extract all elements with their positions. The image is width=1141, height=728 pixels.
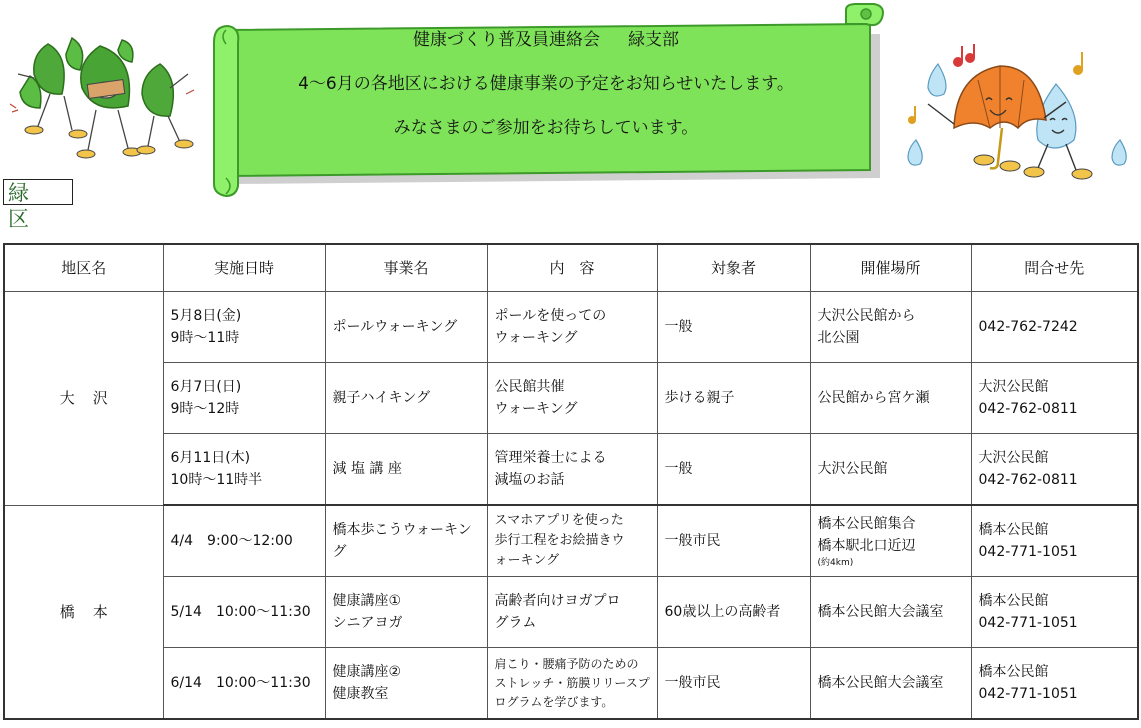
content-cell	[487, 505, 657, 577]
table-row	[4, 577, 1138, 648]
target-cell	[657, 363, 810, 434]
venue-note: (約4km)	[817, 558, 854, 568]
table-header-row	[4, 244, 1138, 292]
content-line: ォーキング	[494, 553, 560, 568]
content-line: ログラムを学びます。	[494, 694, 614, 709]
event-cell	[325, 577, 487, 648]
content-cell	[487, 648, 657, 720]
column-header: 開催場所	[810, 244, 971, 292]
content-line: 肩こり・腰痛予防のための	[494, 656, 639, 671]
datetime-line: 6月7日(日)	[170, 379, 242, 395]
district-cell: 橋本	[4, 505, 163, 719]
column-header: 内 容	[487, 244, 657, 292]
datetime-line: 6/14 10:00～11:30	[170, 675, 311, 691]
contact-line: 042-762-0811	[978, 472, 1078, 488]
event-line: ポールウォーキング	[332, 319, 458, 335]
event-line: グ	[332, 544, 347, 560]
content-line: ウォーキング	[494, 401, 578, 417]
target-cell	[657, 577, 810, 648]
contact-cell	[971, 577, 1138, 648]
content-line: ストレッチ・筋膜リリースプ	[494, 675, 650, 690]
venue-line: 大沢公民館	[817, 461, 888, 477]
venue-cell	[810, 434, 971, 506]
banner-text	[236, 30, 856, 162]
event-cell	[325, 292, 487, 363]
contact-line: 042-771-1051	[978, 615, 1078, 631]
contact-cell	[971, 292, 1138, 363]
content-line: 公民館共催	[494, 379, 565, 395]
banner-line-2: 4～6月の各地区における健康事業の予定をお知らせいたします。	[298, 74, 794, 94]
table-row	[4, 292, 1138, 363]
contact-line: 大沢公民館	[978, 379, 1049, 395]
venue-line: 北公園	[817, 330, 860, 346]
content-line: グラム	[494, 615, 537, 631]
datetime-line: 9時～11時	[170, 330, 240, 346]
datetime-line: 5月8日(金)	[170, 308, 242, 324]
event-line: 健康講座②	[332, 664, 402, 680]
contact-cell	[971, 363, 1138, 434]
header-banner	[206, 2, 890, 198]
content-line: 管理栄養士による	[494, 450, 607, 466]
target-cell	[657, 505, 810, 577]
contact-line: 042-762-7242	[978, 319, 1078, 335]
ward-label: 緑区	[3, 179, 73, 205]
venue-cell	[810, 292, 971, 363]
datetime-line: 5/14 10:00～11:30	[170, 604, 311, 620]
banner-line-3: みなさまのご参加をお待ちしています。	[393, 118, 699, 138]
contact-line: 橋本公民館	[978, 664, 1049, 680]
datetime-cell	[163, 363, 325, 434]
venue-cell	[810, 505, 971, 577]
event-line: 減 塩 講 座	[332, 461, 402, 477]
event-cell	[325, 648, 487, 720]
datetime-line: 10時～11時半	[170, 472, 263, 488]
contact-line: 大沢公民館	[978, 450, 1049, 466]
event-line: 健康教室	[332, 686, 389, 702]
venue-cell	[810, 363, 971, 434]
event-line: シニアヨガ	[332, 615, 403, 631]
dancing-leaves-illustration	[10, 34, 196, 164]
venue-line: 橋本公民館大会議室	[817, 604, 944, 620]
event-cell	[325, 363, 487, 434]
contact-line: 橋本公民館	[978, 593, 1049, 609]
event-line: 健康講座①	[332, 593, 402, 609]
target-line: 一般市民	[664, 675, 721, 691]
venue-line: 橋本駅北口近辺	[817, 538, 916, 554]
contact-line: 橋本公民館	[978, 522, 1049, 538]
content-cell	[487, 363, 657, 434]
datetime-cell	[163, 648, 325, 720]
content-line: 歩行工程をお絵描きウ	[494, 533, 625, 548]
content-cell	[487, 292, 657, 363]
venue-cell	[810, 648, 971, 720]
target-cell	[657, 292, 810, 363]
contact-cell	[971, 505, 1138, 577]
venue-line: 橋本公民館集合	[817, 516, 916, 532]
content-line: ウォーキング	[494, 330, 578, 346]
table-row	[4, 505, 1138, 577]
column-header: 対象者	[657, 244, 810, 292]
column-header: 問合せ先	[971, 244, 1138, 292]
table-row	[4, 363, 1138, 434]
target-line: 歩ける親子	[664, 390, 735, 406]
content-cell	[487, 434, 657, 506]
content-line: スマホアプリを使った	[494, 513, 624, 528]
datetime-cell	[163, 505, 325, 577]
datetime-line: 9時～12時	[170, 401, 240, 417]
target-line: 一般	[664, 319, 693, 335]
contact-line: 042-762-0811	[978, 401, 1078, 417]
venue-line: 大沢公民館から	[817, 308, 916, 324]
column-header: 地区名	[4, 244, 163, 292]
event-line: 親子ハイキング	[332, 390, 431, 406]
umbrella-raindrops-illustration	[898, 44, 1134, 184]
content-line: ポールを使っての	[494, 308, 607, 324]
content-line: 高齢者向けヨガプロ	[494, 593, 621, 609]
venue-line: 橋本公民館大会議室	[817, 675, 944, 691]
content-line: 減塩のお話	[494, 472, 565, 488]
datetime-line: 6月11日(木)	[170, 450, 251, 466]
target-line: 60歳以上の高齢者	[664, 604, 781, 620]
event-cell	[325, 434, 487, 506]
target-cell	[657, 648, 810, 720]
contact-cell	[971, 434, 1138, 506]
contact-line: 042-771-1051	[978, 544, 1078, 560]
district-cell: 大沢	[4, 292, 163, 506]
table-row	[4, 434, 1138, 506]
column-header: 実施日時	[163, 244, 325, 292]
content-cell	[487, 577, 657, 648]
contact-line: 042-771-1051	[978, 686, 1078, 702]
datetime-cell	[163, 577, 325, 648]
target-cell	[657, 434, 810, 506]
datetime-cell	[163, 434, 325, 506]
contact-cell	[971, 648, 1138, 720]
venue-cell	[810, 577, 971, 648]
target-line: 一般	[664, 461, 693, 477]
table-row	[4, 648, 1138, 720]
venue-line: 公民館から宮ケ瀬	[817, 390, 930, 406]
event-line: 橋本歩こうウォーキン	[332, 522, 472, 538]
banner-title	[236, 30, 856, 50]
datetime-line: 4/4 9:00～12:00	[170, 533, 293, 549]
datetime-cell	[163, 292, 325, 363]
schedule-table	[3, 243, 1139, 720]
event-cell	[325, 505, 487, 577]
banner-title-org: 健康づくり普及員連絡会	[413, 30, 600, 50]
column-header: 事業名	[325, 244, 487, 292]
banner-title-branch: 緑支部	[628, 30, 679, 50]
target-line: 一般市民	[664, 533, 721, 549]
